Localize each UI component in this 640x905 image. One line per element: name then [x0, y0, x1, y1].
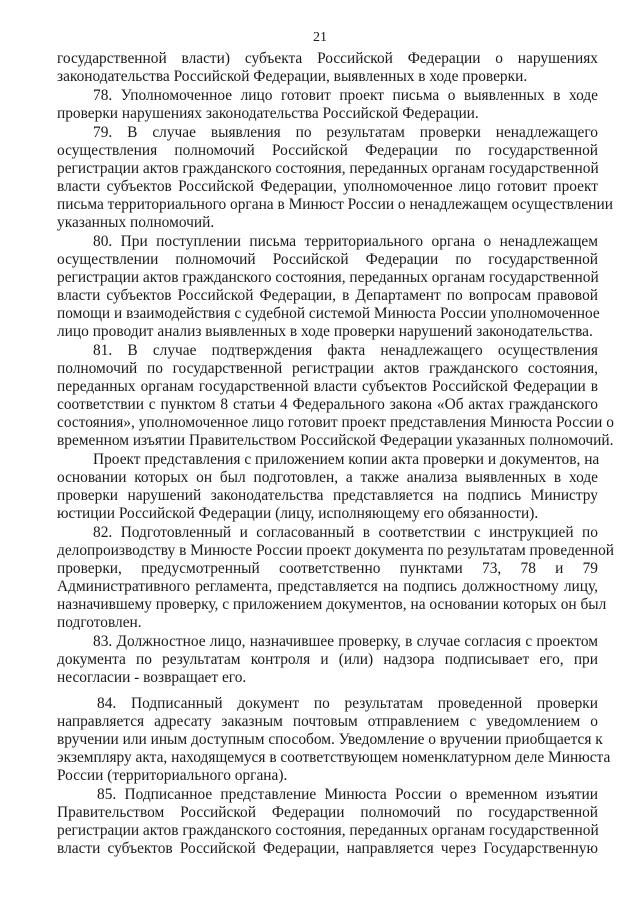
- text-line: власти субъектов Российской Федерации, направляется через Государственную: [57, 840, 598, 857]
- text-line: назначившему проверку, с приложением документов, на основании которых он был: [57, 596, 607, 613]
- text-line: подготовлен.: [57, 614, 142, 631]
- text-line: государственной власти) субъекта Российской Федерации о нарушениях: [57, 50, 598, 67]
- text-line: власти субъектов Российской Федерации, в Департамент по вопросам правовой: [57, 287, 598, 304]
- text-line: состояния», уполномоченное лицо готовит проект представления Минюста России о: [57, 414, 614, 431]
- paragraph-83-start: 83. Должностное лицо, назначившее проверку, в случае согласия с проектом: [93, 633, 598, 650]
- text-line: осуществления полномочий Российской Федерации по государственной: [57, 142, 598, 159]
- text-line: регистрации актов гражданского состояния, переданных органам государственной: [57, 822, 599, 839]
- text-line: помощи и взаимодействия с судебной системой Минюста России уполномоченное: [57, 305, 600, 322]
- text-line: юстиции Российской Федерации (лицу, исполняющему его обязанности).: [57, 505, 539, 522]
- paragraph-85-start: 85. Подписанное представление Минюста России о временном изъятии: [97, 786, 598, 803]
- text-line: Административного регламента, представляется на подпись должностному лицу,: [57, 578, 598, 595]
- text-line: регистрации актов гражданского состояния, переданных органам государственной: [57, 269, 599, 286]
- text-line: проверки нарушений законодательства представляется на подпись Министру: [57, 487, 598, 504]
- text-line: делопроизводству в Минюсте России проект документа по результатам проведенной: [57, 542, 615, 559]
- text-line: лицо проводит анализ выявленных в ходе проверки нарушений законодательства.: [57, 323, 593, 340]
- text-line: осуществлении полномочий Российской Федерации по государственной: [57, 251, 598, 268]
- paragraph-84-start: 84. Подписанный документ по результатам проведенной проверки: [97, 695, 598, 712]
- paragraph-80-start: 80. При поступлении письма территориального органа о ненадлежащем: [93, 233, 598, 250]
- paragraph-78-start: 78. Уполномоченное лицо готовит проект письма о выявленных в ходе: [93, 87, 598, 104]
- text-line: проверки, предусмотренный соответственно пунктами 73, 78 и 79: [57, 560, 598, 577]
- text-line: вручении или иным доступным способом. Уведомление о вручении приобщается к: [57, 731, 603, 748]
- paragraph-82-start: 82. Подготовленный и согласованный в соответствии с инструкцией по: [93, 524, 598, 541]
- text-line: направляется адресату заказным почтовым отправлением с уведомлением о: [57, 713, 598, 730]
- text-line: законодательства Российской Федерации, выявленных в ходе проверки.: [57, 68, 528, 85]
- page-number: 21: [313, 30, 327, 45]
- text-line: регистрации актов гражданского состояния, переданных органам государственной: [57, 160, 599, 177]
- paragraph-project-start: Проект представления с приложением копии акта проверки и документов, на: [93, 451, 600, 468]
- text-line: Правительством Российской Федерации полномочий по государственной: [57, 804, 598, 821]
- paragraph-81-start: 81. В случае подтверждения факта ненадлежащего осуществления: [93, 342, 598, 359]
- text-line: письма территориального органа в Минюст России о ненадлежащем осуществлении: [57, 196, 613, 213]
- text-line: указанных полномочий.: [57, 214, 215, 231]
- text-line: соответствии с пунктом 8 статьи 4 Федерального закона «Об актах гражданского: [57, 396, 598, 413]
- text-line: документа по результатам контроля и (или) надзора подписывает его, при: [57, 651, 598, 668]
- text-line: проверки нарушениях законодательства Российской Федерации.: [57, 105, 479, 122]
- text-line: власти субъектов Российской Федерации, уполномоченное лицо готовит проект: [57, 178, 598, 195]
- paragraph-79-start: 79. В случае выявления по результатам проверки ненадлежащего: [93, 124, 598, 141]
- text-line: России (территориального органа).: [57, 767, 288, 784]
- text-line: временном изъятии Правительством Российской Федерации указанных полномочий.: [57, 432, 614, 449]
- text-line: полномочий по государственной регистрации актов гражданского состояния,: [57, 360, 598, 377]
- text-line: переданных органам государственной власти субъектов Российской Федерации в: [57, 378, 598, 395]
- text-line: несогласии - возвращает его.: [57, 669, 247, 686]
- text-line: основании которых он был подготовлен, а также анализа выявленных в ходе: [57, 469, 598, 486]
- text-line: экземпляру акта, находящемуся в соответствующем номенклатурном деле Минюста: [57, 749, 611, 766]
